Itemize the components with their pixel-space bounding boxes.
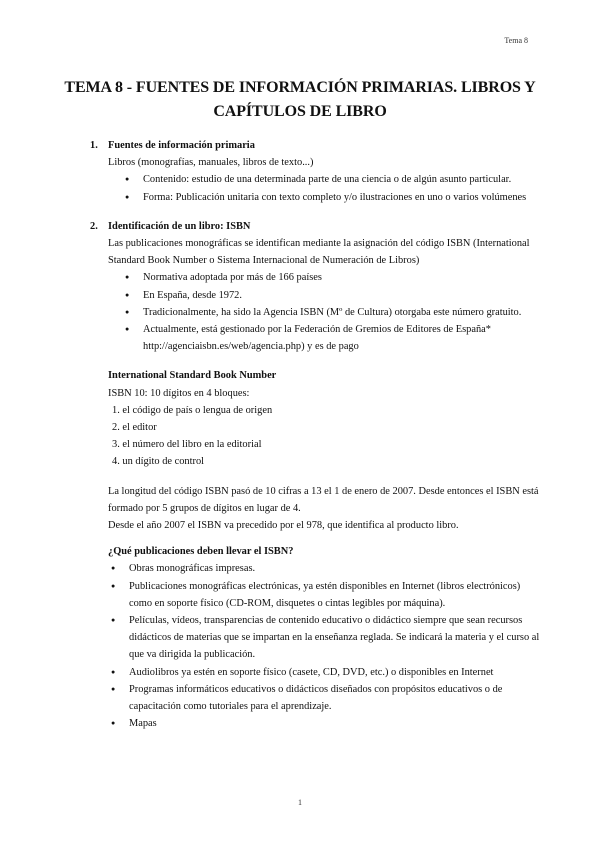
section-2-heading (90, 218, 540, 235)
section-1-title: Fuentes de información primaria (108, 140, 255, 151)
bullet-item: ● Mapas (111, 715, 540, 732)
isbn-blocks-list (90, 402, 540, 471)
bullet-item: ● Tradicionalmente, ha sido la Agencia ISBN (Mº de Cultura) otorgaba este número gratuito. (125, 304, 540, 321)
bullet-item: ● Actualmente, está gestionado por la Federación de Gremios de Editores de España* http://agenciaisbn.es/web/agencia.php) y es de pago (125, 321, 540, 355)
section-2-bullets (90, 269, 540, 355)
bullet-item: ● Forma: Publicación unitaria con texto completo y/o ilustraciones en uno o varios volúmenes (125, 189, 540, 206)
document-body (90, 137, 540, 733)
section-2-number: 2. (90, 220, 98, 232)
page-number: 1 (298, 798, 302, 807)
section-2-intro: Las publicaciones monográficas se identifican mediante la asignación del código ISBN (International Standard Book Number o Sistema Internacional de Numeración de Libros) (108, 238, 530, 267)
isbn-heading: International Standard Book Number (108, 370, 277, 382)
list-item: 3. el número del libro en la editorial (112, 439, 262, 451)
section-2-title: Identificación de un libro: ISBN (108, 220, 251, 232)
running-header: Tema 8 (504, 36, 528, 45)
bullet-item: ● Contenido: estudio de una determinada parte de una ciencia o de algún asunto particular. (125, 171, 540, 188)
bullet-item: ● Películas, vídeos, transparencias de contenido educativo o didáctico siempre que sean recursos didácticos de materias que se impartan en la enseñanza reglada. Se indicará la materia y el curso al que va dirigida la publicación. (111, 612, 540, 664)
page-title: TEMA 8 - FUENTES DE INFORMACIÓN PRIMARIAS. LIBROS Y CAPÍTULOS DE LIBRO (64, 79, 536, 120)
bullet-item: ● Audiolibros ya estén en soporte físico (casete, CD, DVD, etc.) o disponibles en Internet (111, 664, 540, 681)
bullet-item: ● En España, desde 1972. (125, 287, 540, 304)
bullet-item: ● Normativa adoptada por más de 166 países (125, 269, 540, 286)
list-item: 1. el código de país o lengua de origen (112, 404, 273, 416)
which-publications-heading: ¿Qué publicaciones deben llevar el ISBN? (108, 546, 294, 558)
list-item: 2. el editor (112, 422, 157, 434)
section-1-heading (90, 137, 540, 154)
list-item: 4. un dígito de control (112, 456, 205, 468)
section-1-bullets (90, 171, 540, 205)
isbn-paragraph-2: Desde el año 2007 el ISBN va precedido por el 978, que identifica al producto libro. (108, 520, 459, 532)
section-1-intro: Libros (monografías, manuales, libros de texto...) (108, 157, 314, 169)
bullet-item: ● Obras monográficas impresas. (111, 560, 540, 577)
bullet-item: ● Publicaciones monográficas electrónicas, ya estén disponibles en Internet (libros electrónicos) como en soporte físico (CD-ROM, disquetes o cintas legibles por máquina). (111, 578, 540, 612)
isbn-paragraph-1: La longitud del código ISBN pasó de 10 cifras a 13 el 1 de enero de 2007. Desde entonces el ISBN está formado por 5 grupos de dígitos en lugar de 4. (108, 485, 539, 514)
isbn-intro: ISBN 10: 10 dígitos en 4 bloques: (108, 387, 250, 399)
which-publications-bullets (90, 560, 540, 732)
section-1-number: 1. (90, 140, 98, 151)
bullet-item: ● Programas informáticos educativos o didácticos diseñados con propósitos educativos o de capacitación como tutoriales para el aprendizaje. (111, 681, 540, 715)
